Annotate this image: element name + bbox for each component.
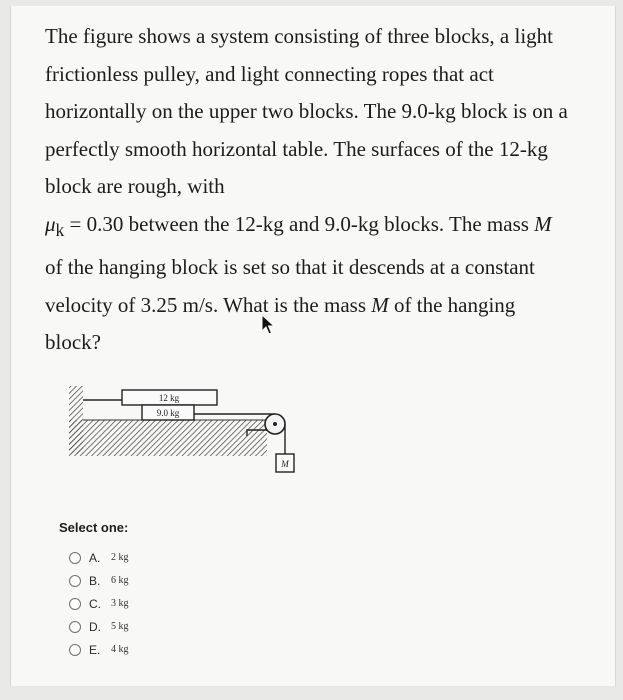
question-line: block? xyxy=(45,330,101,355)
option-value: 4 kg xyxy=(111,644,129,655)
select-one-label: Select one: xyxy=(59,520,129,535)
radio-button[interactable] xyxy=(69,621,81,633)
option-value: 5 kg xyxy=(111,621,129,632)
radio-button[interactable] xyxy=(69,552,81,564)
option-letter: E. xyxy=(89,642,101,657)
radio-button[interactable] xyxy=(69,644,81,656)
table xyxy=(69,420,267,456)
hanging-block-label: M xyxy=(281,459,289,469)
radio-button[interactable] xyxy=(69,575,81,587)
question-line xyxy=(45,206,605,250)
bottom-block-label: 9.0 kg xyxy=(156,408,180,418)
radio-button[interactable] xyxy=(69,598,81,610)
option-c[interactable] xyxy=(69,592,129,615)
option-d[interactable] xyxy=(69,615,129,638)
question-line-text: = 0.30 between the 12-kg and 9.0-kg blocks. The mass xyxy=(64,211,535,236)
mu-subscript: k xyxy=(55,219,65,240)
pulley-diagram xyxy=(67,378,307,483)
answer-options xyxy=(69,546,129,661)
question-line: of the hanging block is set so that it descends at a constant xyxy=(45,255,535,280)
question-page xyxy=(10,6,616,686)
question-line-text: velocity of 3.25 m/s. What is the mass xyxy=(45,292,372,317)
option-value: 3 kg xyxy=(111,598,129,609)
mass-variable: M xyxy=(534,211,552,236)
option-letter: B. xyxy=(89,573,101,588)
mass-variable: M xyxy=(371,292,389,317)
option-letter: D. xyxy=(89,619,101,634)
question-line: The figure shows a system consisting of three blocks, a light xyxy=(45,24,553,48)
question-line xyxy=(45,287,605,325)
option-letter: A. xyxy=(89,550,101,565)
question-line: perfectly smooth horizontal table. The surfaces of the 12-kg xyxy=(45,136,548,161)
option-value: 6 kg xyxy=(111,575,129,586)
option-b[interactable] xyxy=(69,569,129,592)
question-line: frictionless pulley, and light connecting ropes that act xyxy=(45,61,494,86)
mouse-cursor-icon xyxy=(259,314,277,336)
mu-symbol: μ xyxy=(45,211,56,236)
option-e[interactable] xyxy=(69,638,129,661)
question-line: block are rough, with xyxy=(45,174,225,198)
option-letter: C. xyxy=(89,596,101,611)
question-text xyxy=(45,18,605,362)
question-line-text: of the hanging xyxy=(388,292,516,317)
option-a[interactable] xyxy=(69,546,129,569)
option-value: 2 kg xyxy=(111,552,129,563)
question-line: horizontally on the upper two blocks. The 9.0-kg block is on a xyxy=(45,99,568,123)
top-block-label: 12 kg xyxy=(158,393,180,403)
